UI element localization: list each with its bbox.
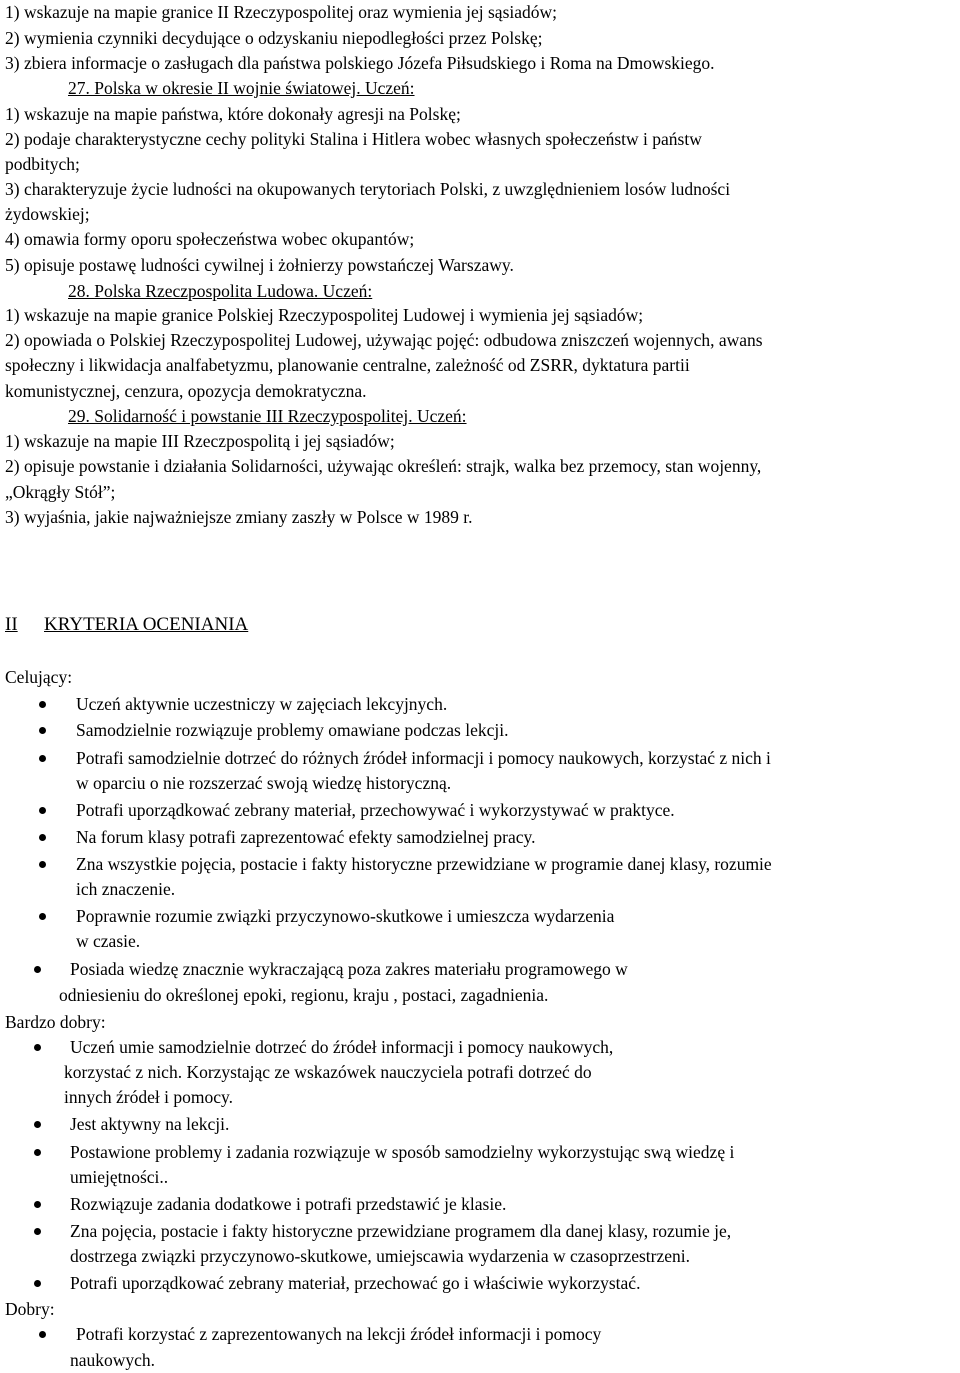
curriculum-line: 1) wskazuje na mapie granice II Rzeczypospolitej oraz wymienia jej sąsiadów; [5,2,558,22]
bullet-icon [39,807,46,814]
curriculum-line: 4) omawia formy oporu społeczeństwa wobec okupantów; [5,229,415,249]
criteria-item-continued: dostrzega związki przyczynowo-skutkowe, umiejscawia wydarzenia w czasoprzestrzeni. [70,1246,691,1266]
topic-27-heading: 27. Polska w okresie II wojnie światowej. Uczeń: [68,78,415,98]
curriculum-line: 2) podaje charakterystyczne cechy polityki Stalina i Hitlera wobec własnych społeczeństw i państw [5,129,702,149]
criteria-item: Uczeń aktywnie uczestniczy w zajęciach lekcyjnych. [76,694,448,714]
criteria-item: Potrafi uporządkować zebrany materiał, przechować go i właściwie wykorzystać. [70,1273,641,1293]
criteria-item: Zna pojęcia, postacie i fakty historyczne przewidziane programem dla danej klasy, rozumie je, [70,1221,732,1241]
curriculum-line: 2) opowiada o Polskiej Rzeczypospolitej Ludowej, używając pojęć: odbudowa zniszczeń wojennych, awans [5,330,763,350]
bullet-icon [39,701,46,708]
bullet-icon [39,727,46,734]
bullet-icon [34,1201,41,1208]
criteria-item: Uczeń umie samodzielnie dotrzeć do źródeł informacji i pomocy naukowych, [70,1037,614,1057]
section-title: KRYTERIA OCENIANIA [44,614,249,635]
criteria-item: Na forum klasy potrafi zaprezentować efekty samodzielnej pracy. [76,827,536,847]
bullet-icon [34,1149,41,1156]
curriculum-line: 5) opisuje postawę ludności cywilnej i żołnierzy powstańczej Warszawy. [5,255,514,275]
bullet-icon [34,1280,41,1287]
criteria-item: Potrafi uporządkować zebrany materiał, przechowywać i wykorzystywać w praktyce. [76,800,675,820]
topic-29-heading: 29. Solidarność i powstanie III Rzeczypospolitej. Uczeń: [68,406,467,426]
criteria-item-continued: ich znaczenie. [76,879,176,899]
criteria-item: Rozwiązuje zadania dodatkowe i potrafi przedstawić je klasie. [70,1194,507,1214]
criteria-item-continued: umiejętności.. [70,1167,169,1187]
curriculum-line: społeczny i likwidacja analfabetyzmu, planowanie centralne, zależność od ZSRR, dyktatura partii [5,355,690,375]
curriculum-line: żydowskiej; [5,204,90,224]
bullet-icon [34,1228,41,1235]
criteria-item: Zna wszystkie pojęcia, postacie i fakty historyczne przewidziane w programie danej klasy, rozumie [76,854,772,874]
curriculum-line: komunistycznej, cenzura, opozycja demokratyczna. [5,381,367,401]
grade-label-bardzo-dobry: Bardzo dobry: [5,1012,106,1032]
grade-label-celujacy: Celujący: [5,667,73,687]
curriculum-line: 1) wskazuje na mapie granice Polskiej Rzeczypospolitej Ludowej i wymienia jej sąsiadów; [5,305,644,325]
criteria-item: Poprawnie rozumie związki przyczynowo-skutkowe i umieszcza wydarzenia [76,906,615,926]
criteria-item: Posiada wiedzę znacznie wykraczającą poza zakres materiału programowego w [70,959,628,979]
bullet-icon [39,834,46,841]
grade-label-dobry: Dobry: [5,1299,55,1319]
criteria-item-continued: w oparciu o nie rozszerzać swoją wiedzę historyczną. [76,773,452,793]
criteria-item: Samodzielnie rozwiązuje problemy omawiane podczas lekcji. [76,720,509,740]
curriculum-line: 1) wskazuje na mapie państwa, które dokonały agresji na Polskę; [5,104,461,124]
criteria-item-continued: korzystać z nich. Korzystając ze wskazówek nauczyciela potrafi dotrzeć do [64,1062,592,1082]
curriculum-line: 1) wskazuje na mapie III Rzeczpospolitą i jej sąsiadów; [5,431,395,451]
curriculum-line: „Okrągły Stół”; [5,482,116,502]
topic-28-heading: 28. Polska Rzeczpospolita Ludowa. Uczeń: [68,281,373,301]
criteria-item-continued: naukowych. [70,1350,156,1370]
bullet-icon [34,966,41,973]
curriculum-line: 3) wyjaśnia, jakie najważniejsze zmiany zaszły w Polsce w 1989 r. [5,507,473,527]
bullet-icon [39,755,46,762]
curriculum-line: podbitych; [5,154,80,174]
bullet-icon [39,861,46,868]
criteria-item: Jest aktywny na lekcji. [70,1114,230,1134]
bullet-icon [34,1044,41,1051]
curriculum-line: 3) charakteryzuje życie ludności na okupowanych terytoriach Polski, z uwzględnieniem losów ludności [5,179,731,199]
criteria-item: Postawione problemy i zadania rozwiązuje w sposób samodzielny wykorzystując swą wiedzę i [70,1142,735,1162]
bullet-icon [34,1121,41,1128]
criteria-item-continued: innych źródeł i pomocy. [64,1087,233,1107]
curriculum-line: 2) opisuje powstanie i działania Solidarności, używając określeń: strajk, walka bez przemocy, stan wojenny, [5,456,762,476]
bullet-icon [39,1331,46,1338]
criteria-item-continued: odniesieniu do określonej epoki, regionu, kraju , postaci, zagadnienia. [59,985,549,1005]
bullet-icon [39,913,46,920]
criteria-item: Potrafi korzystać z zaprezentowanych na lekcji źródeł informacji i pomocy [76,1324,602,1344]
criteria-item-continued: w czasie. [76,931,141,951]
criteria-item: Potrafi samodzielnie dotrzeć do różnych źródeł informacji i pomocy naukowych, korzystać z nich i [76,748,771,768]
curriculum-line: 2) wymienia czynniki decydujące o odzyskaniu niepodległości przez Polskę; [5,28,543,48]
section-number: II [5,614,18,635]
curriculum-line: 3) zbiera informacje o zasługach dla państwa polskiego Józefa Piłsudskiego i Roma na Dmowskiego. [5,53,715,73]
